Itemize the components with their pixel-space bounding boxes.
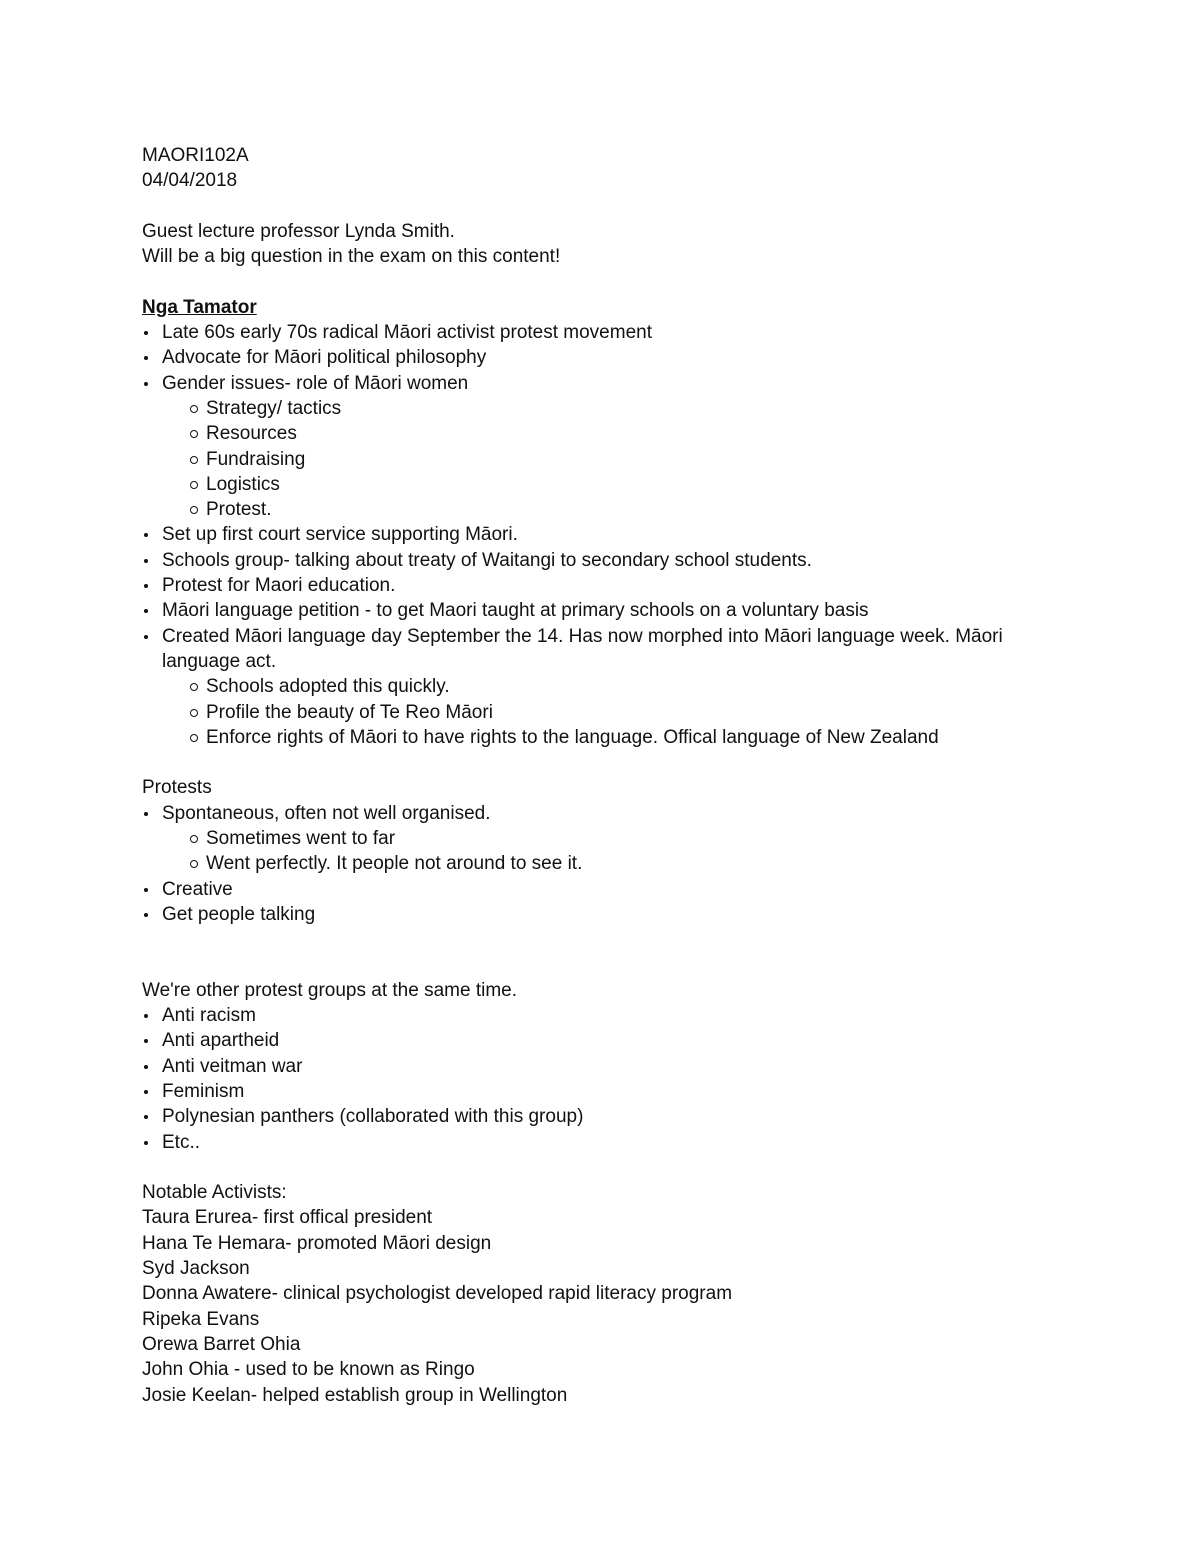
sub-list-item: Protest. [142, 497, 1142, 522]
sub-list-item: Went perfectly. It people not around to see it. [142, 851, 1142, 876]
sub-list-item: Sometimes went to far [142, 826, 1142, 851]
list-item: Late 60s early 70s radical Māori activist protest movement [142, 320, 1142, 345]
lecture-date: 04/04/2018 [142, 170, 238, 192]
list-item: Get people talking [142, 902, 1142, 927]
spacer [142, 269, 1142, 294]
nga-tamator-list [142, 320, 1142, 750]
sub-list-item: Profile the beauty of Te Reo Māori [142, 700, 1142, 725]
intro-line: Will be a big question in the exam on this content! [142, 246, 561, 268]
list-item: Gender issues- role of Māori women [142, 371, 1142, 396]
list-item: Māori language petition - to get Maori taught at primary schools on a voluntary basis [142, 598, 1142, 623]
document-page [142, 143, 1142, 1408]
spacer [142, 750, 1142, 775]
section-heading-nga-tamator: Nga Tamator [142, 296, 257, 318]
course-code: MAORI102A [142, 145, 249, 166]
list-item: Feminism [142, 1079, 1142, 1104]
list-item: Spontaneous, often not well organised. [142, 801, 1142, 826]
section-heading-other-groups: We're other protest groups at the same time. [142, 979, 518, 1001]
spacer [142, 1155, 1142, 1180]
activist-line: Josie Keelan- helped establish group in Wellington [142, 1384, 568, 1406]
other-groups-list [142, 1003, 1142, 1155]
spacer [142, 194, 1142, 219]
activist-line: John Ohia - used to be known as Ringo [142, 1359, 475, 1381]
protests-list [142, 801, 1142, 927]
sub-list-item: Resources [142, 421, 1142, 446]
list-item: Anti racism [142, 1003, 1142, 1028]
list-item: Polynesian panthers (collaborated with this group) [142, 1104, 1142, 1129]
activist-line: Orewa Barret Ohia [142, 1333, 301, 1355]
list-item: Protest for Maori education. [142, 573, 1142, 598]
list-item: Schools group- talking about treaty of Waitangi to secondary school students. [142, 548, 1142, 573]
list-item: Created Māori language day September the 14. Has now morphed into Māori language week. Māori language act. [142, 624, 1052, 675]
activist-line: Hana Te Hemara- promoted Māori design [142, 1232, 492, 1254]
activist-line: Donna Awatere- clinical psychologist developed rapid literacy program [142, 1283, 733, 1305]
list-item: Advocate for Māori political philosophy [142, 345, 1142, 370]
list-item: Creative [142, 877, 1142, 902]
spacer [142, 927, 1142, 978]
activist-line: Taura Erurea- first offical president [142, 1207, 433, 1229]
list-item: Anti apartheid [142, 1028, 1142, 1053]
activist-line: Syd Jackson [142, 1258, 250, 1280]
list-item: Set up first court service supporting Māori. [142, 522, 1142, 547]
list-item: Etc.. [142, 1130, 1142, 1155]
section-heading-notable-activists: Notable Activists: [142, 1182, 287, 1204]
sub-list-item: Enforce rights of Māori to have rights to the language. Offical language of New Zealand [142, 725, 1142, 750]
section-heading-protests: Protests [142, 777, 212, 799]
activist-line: Ripeka Evans [142, 1308, 260, 1330]
sub-list-item: Logistics [142, 472, 1142, 497]
sub-list-item: Schools adopted this quickly. [142, 674, 1142, 699]
list-item: Anti veitman war [142, 1054, 1142, 1079]
intro-line: Guest lecture professor Lynda Smith. [142, 220, 455, 242]
sub-list-item: Fundraising [142, 447, 1142, 472]
sub-list-item: Strategy/ tactics [142, 396, 1142, 421]
